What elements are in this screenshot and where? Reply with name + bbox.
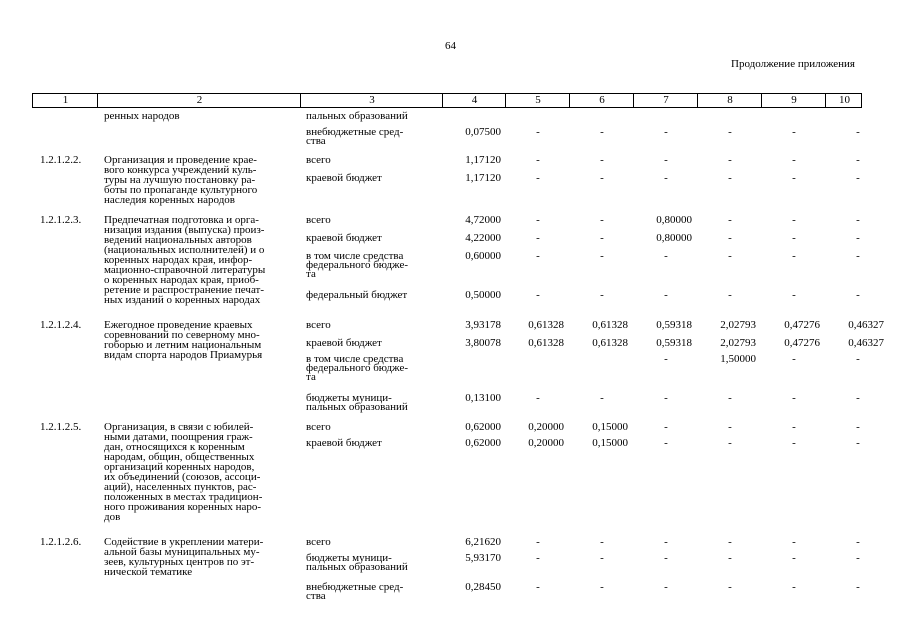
- amount-cell: -: [664, 172, 668, 184]
- amount-cell: -: [792, 581, 796, 593]
- amount-cell: -: [728, 536, 732, 548]
- row-description: ренных народов: [104, 110, 180, 122]
- amount-cell: -: [536, 214, 540, 226]
- amount-cell: -: [536, 289, 540, 301]
- amount-cell: -: [600, 552, 604, 564]
- funding-source: ства: [306, 590, 326, 602]
- amount-cell: -: [856, 421, 860, 433]
- amount-cell: -: [792, 126, 796, 138]
- page-number: 64: [445, 40, 456, 52]
- funding-source: в том числе средства: [306, 250, 404, 262]
- header-col-4: 4: [471, 94, 478, 106]
- row-description: Предпечатная подготовка и орга-: [104, 214, 259, 226]
- header-divider: [633, 94, 634, 107]
- amount-cell: 5,93170: [465, 552, 501, 564]
- amount-cell: -: [728, 126, 732, 138]
- amount-cell: 0,59318: [656, 319, 692, 331]
- amount-cell: 0,80000: [656, 214, 692, 226]
- funding-source: всего: [306, 536, 331, 548]
- amount-cell: -: [792, 437, 796, 449]
- amount-cell: -: [600, 581, 604, 593]
- funding-source: всего: [306, 214, 331, 226]
- row-description: (национальных исполнителей) и о: [104, 244, 265, 256]
- amount-cell: -: [856, 172, 860, 184]
- row-description: ретение и распространение печат-: [104, 284, 265, 296]
- amount-cell: 0,07500: [465, 126, 501, 138]
- header-col-6: 6: [599, 94, 605, 106]
- amount-cell: -: [856, 437, 860, 449]
- header-col-8: 8: [727, 94, 733, 106]
- row-description: их объединений (союзов, ассоци-: [104, 471, 261, 483]
- funding-source: в том числе средства: [306, 353, 404, 365]
- table-header: [32, 93, 862, 108]
- amount-cell: -: [728, 552, 732, 564]
- amount-cell: -: [536, 552, 540, 564]
- amount-cell: -: [600, 392, 604, 404]
- amount-cell: -: [728, 392, 732, 404]
- amount-cell: 0,60000: [465, 250, 501, 262]
- funding-source: всего: [306, 319, 331, 331]
- row-description: Ежегодное проведение краевых: [104, 319, 253, 331]
- amount-cell: -: [792, 154, 796, 166]
- funding-source: ства: [306, 135, 326, 147]
- amount-cell: 0,46327: [848, 337, 884, 349]
- amount-cell: -: [664, 392, 668, 404]
- funding-source: краевой бюджет: [306, 232, 382, 244]
- funding-source: бюджеты муници-: [306, 392, 392, 404]
- amount-cell: 4,22000: [465, 232, 501, 244]
- header-divider: [300, 94, 301, 107]
- row-description: дан, относящихся к коренным: [104, 441, 245, 453]
- row-description: вого конкурса учреждений куль-: [104, 164, 257, 176]
- header-divider: [97, 94, 98, 107]
- amount-cell: 0,15000: [592, 437, 628, 449]
- amount-cell: -: [728, 172, 732, 184]
- amount-cell: 0,15000: [592, 421, 628, 433]
- funding-source: бюджеты муници-: [306, 552, 392, 564]
- amount-cell: -: [664, 154, 668, 166]
- funding-source: пальных образований: [306, 401, 408, 413]
- amount-cell: 3,93178: [465, 319, 501, 331]
- funding-source: федерального бюдже-: [306, 362, 409, 374]
- amount-cell: -: [728, 250, 732, 262]
- amount-cell: 0,50000: [465, 289, 501, 301]
- amount-cell: -: [792, 172, 796, 184]
- amount-cell: -: [728, 232, 732, 244]
- row-description: нической тематике: [104, 566, 193, 578]
- row-description: гоборью и летним национальным: [104, 339, 262, 351]
- amount-cell: -: [792, 536, 796, 548]
- funding-source: краевой бюджет: [306, 337, 382, 349]
- funding-source: пальных образований: [306, 561, 408, 573]
- funding-source: всего: [306, 421, 331, 433]
- header-col-1: 1: [62, 94, 69, 106]
- amount-cell: 0,13100: [465, 392, 501, 404]
- amount-cell: 0,62000: [465, 421, 501, 433]
- amount-cell: 1,17120: [465, 172, 501, 184]
- amount-cell: 0,46327: [848, 319, 884, 331]
- amount-cell: -: [600, 250, 604, 262]
- amount-cell: 0,61328: [592, 319, 628, 331]
- header-divider: [761, 94, 762, 107]
- amount-cell: -: [600, 214, 604, 226]
- row-description: положенных в местах традицион-: [104, 491, 263, 503]
- funding-source: федерального бюдже-: [306, 259, 409, 271]
- row-code: 1.2.1.2.5.: [40, 421, 82, 433]
- row-description: туры на лучшую постановку ра-: [104, 174, 256, 186]
- amount-cell: -: [728, 437, 732, 449]
- amount-cell: -: [792, 421, 796, 433]
- row-description: зеев, культурных центров по эт-: [104, 556, 255, 568]
- row-description: ных изданий о коренных народах: [104, 294, 261, 306]
- amount-cell: -: [664, 536, 668, 548]
- row-description: мационно-справочной литературы: [104, 264, 266, 276]
- row-description: Организация, в связи с юбилей-: [104, 421, 254, 433]
- amount-cell: -: [536, 392, 540, 404]
- amount-cell: -: [664, 552, 668, 564]
- amount-cell: -: [600, 154, 604, 166]
- amount-cell: -: [856, 536, 860, 548]
- amount-cell: -: [600, 536, 604, 548]
- amount-cell: 0,20000: [528, 437, 564, 449]
- header-col-10: 10: [839, 94, 850, 106]
- funding-source: пальных образований: [306, 110, 408, 122]
- funding-source: федеральный бюджет: [306, 289, 408, 301]
- amount-cell: -: [536, 232, 540, 244]
- amount-cell: 2,02793: [720, 337, 756, 349]
- amount-cell: -: [856, 353, 860, 365]
- row-description: дов: [104, 511, 121, 523]
- amount-cell: -: [792, 214, 796, 226]
- amount-cell: 4,72000: [465, 214, 501, 226]
- amount-cell: 0,47276: [784, 319, 820, 331]
- amount-cell: -: [664, 250, 668, 262]
- amount-cell: 3,80078: [465, 337, 501, 349]
- amount-cell: -: [728, 214, 732, 226]
- amount-cell: 0,62000: [465, 437, 501, 449]
- amount-cell: -: [728, 581, 732, 593]
- amount-cell: -: [856, 154, 860, 166]
- amount-cell: -: [536, 154, 540, 166]
- amount-cell: 0,61328: [592, 337, 628, 349]
- amount-cell: -: [664, 421, 668, 433]
- amount-cell: -: [728, 154, 732, 166]
- amount-cell: -: [856, 250, 860, 262]
- row-description: наследия коренных народов: [104, 194, 235, 206]
- header-divider: [697, 94, 698, 107]
- funding-source: внебюджетные сред-: [306, 581, 404, 593]
- amount-cell: -: [856, 581, 860, 593]
- amount-cell: -: [664, 126, 668, 138]
- amount-cell: -: [792, 289, 796, 301]
- amount-cell: 0,28450: [465, 581, 501, 593]
- amount-cell: 6,21620: [465, 536, 501, 548]
- row-description: видам спорта народов Приамурья: [104, 349, 263, 361]
- amount-cell: -: [728, 421, 732, 433]
- header-divider: [442, 94, 443, 107]
- header-col-5: 5: [535, 94, 541, 106]
- header-col-2: 2: [196, 94, 203, 106]
- header-col-7: 7: [663, 94, 669, 106]
- row-description: низация издания (выпуска) произ-: [104, 224, 265, 236]
- amount-cell: -: [600, 232, 604, 244]
- row-description: ведений национальных авторов: [104, 234, 252, 246]
- amount-cell: -: [856, 232, 860, 244]
- funding-source: всего: [306, 154, 331, 166]
- row-code: 1.2.1.2.6.: [40, 536, 82, 548]
- amount-cell: 0,61328: [528, 337, 564, 349]
- amount-cell: -: [600, 289, 604, 301]
- amount-cell: -: [536, 536, 540, 548]
- amount-cell: -: [600, 172, 604, 184]
- amount-cell: -: [792, 392, 796, 404]
- funding-source: краевой бюджет: [306, 172, 382, 184]
- row-code: 1.2.1.2.3.: [40, 214, 82, 226]
- amount-cell: 2,02793: [720, 319, 756, 331]
- row-description: организаций коренных народов,: [104, 461, 255, 473]
- row-description: аций), населенных пунктов, рас-: [104, 481, 257, 493]
- amount-cell: 1,17120: [465, 154, 501, 166]
- amount-cell: 0,61328: [528, 319, 564, 331]
- amount-cell: -: [856, 552, 860, 564]
- row-description: народам, общин, общественных: [104, 451, 255, 463]
- amount-cell: -: [600, 126, 604, 138]
- row-code: 1.2.1.2.4.: [40, 319, 82, 331]
- amount-cell: -: [856, 126, 860, 138]
- row-description: ными датами, поощрения граж-: [104, 431, 253, 443]
- funding-source: та: [306, 268, 316, 280]
- row-description: коренных народах края, инфор-: [104, 254, 253, 266]
- amount-cell: -: [536, 126, 540, 138]
- header-col-9: 9: [791, 94, 797, 106]
- amount-cell: 1,50000: [720, 353, 756, 365]
- funding-source: краевой бюджет: [306, 437, 382, 449]
- row-description: ного проживания коренных наро-: [104, 501, 262, 513]
- amount-cell: 0,59318: [656, 337, 692, 349]
- amount-cell: -: [792, 552, 796, 564]
- amount-cell: -: [664, 437, 668, 449]
- amount-cell: -: [728, 289, 732, 301]
- amount-cell: -: [536, 250, 540, 262]
- amount-cell: 0,20000: [528, 421, 564, 433]
- amount-cell: -: [792, 353, 796, 365]
- row-description: Содействие в укреплении матери-: [104, 536, 264, 548]
- row-description: Организация и проведение крае-: [104, 154, 257, 166]
- continuation-note: Продолжение приложения: [731, 58, 855, 70]
- amount-cell: 0,47276: [784, 337, 820, 349]
- amount-cell: -: [856, 392, 860, 404]
- header-col-3: 3: [369, 94, 375, 106]
- amount-cell: 0,80000: [656, 232, 692, 244]
- row-description: о коренных народах края, приоб-: [104, 274, 259, 286]
- funding-source: внебюджетные сред-: [306, 126, 404, 138]
- funding-source: та: [306, 371, 316, 383]
- row-code: 1.2.1.2.2.: [40, 154, 82, 166]
- amount-cell: -: [792, 232, 796, 244]
- header-divider: [825, 94, 826, 107]
- amount-cell: -: [536, 581, 540, 593]
- amount-cell: -: [856, 214, 860, 226]
- amount-cell: -: [792, 250, 796, 262]
- amount-cell: -: [664, 353, 668, 365]
- amount-cell: -: [664, 581, 668, 593]
- row-description: альной базы муниципальных му-: [104, 546, 260, 558]
- amount-cell: -: [536, 172, 540, 184]
- header-divider: [505, 94, 506, 107]
- row-description: соревнований по северному мно-: [104, 329, 260, 341]
- header-divider: [569, 94, 570, 107]
- amount-cell: -: [856, 289, 860, 301]
- row-description: боты по пропаганде культурного: [104, 184, 258, 196]
- amount-cell: -: [664, 289, 668, 301]
